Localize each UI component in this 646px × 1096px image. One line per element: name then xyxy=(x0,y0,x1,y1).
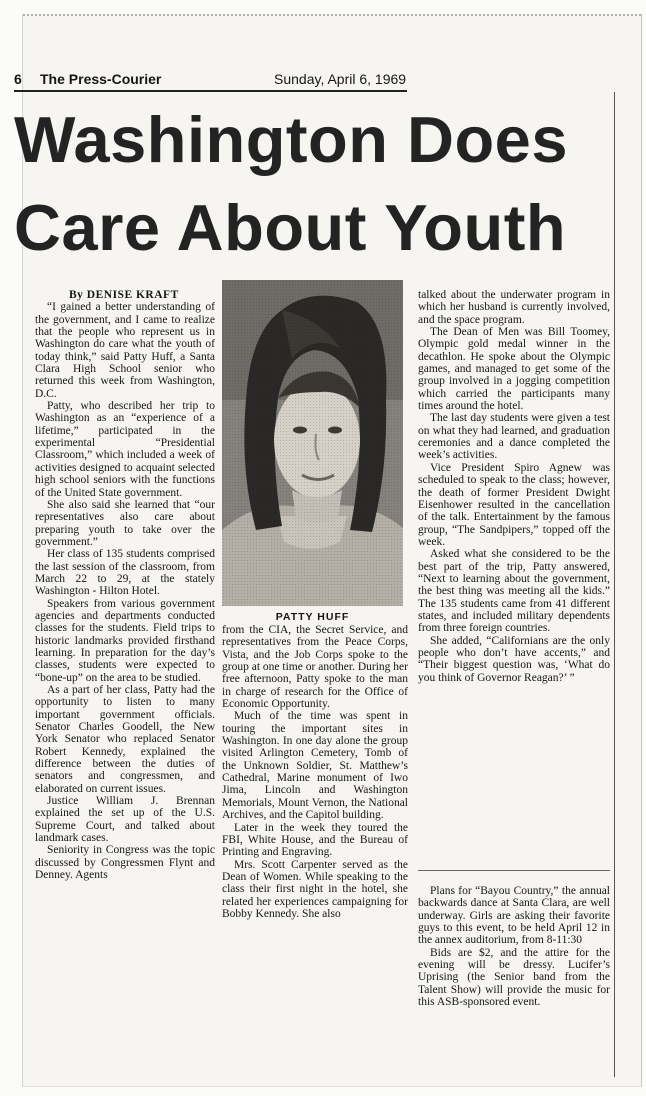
headline-line-2: Care About Youth xyxy=(14,191,567,264)
paragraph: As a part of her class, Patty had the opportunity to listen to many important government officials. Senator Charles Goodell, the New York Senator who replaced Senator Robert Kennedy, explained the difference between the duties of senators and congressmen, and elaborated on current issues. xyxy=(35,684,215,795)
newspaper-name: The Press-Courier xyxy=(40,71,162,87)
paragraph: Much of the time was spent in touring the important sites in Washington. In one day alone the group visited Arlington Cemetery, Tomb of the Unknown Soldier, St. Matthew’s Cathedral, Marine monument of Iwo Jima, Lincoln and Washington Memorials, Mount Vernon, the National Archives, and the Capitol building. xyxy=(222,710,408,822)
column-rule xyxy=(614,92,615,1077)
paragraph: Patty, who described her trip to Washington as an “experience of a lifetime,” participated in the experimental “Presidential Classroom,” which included a week of activities designed to acquaint selected high school seniors with the functions of the United State government. xyxy=(35,400,215,499)
paragraph: from the CIA, the Secret Service, and representatives from the Peace Corps, Vista, and the Job Corps spoke to the group at one time or another. During her free afternoon, Patty spoke to the man in charge of research for the Office of Economic Opportunity. xyxy=(222,624,408,711)
portrait-photo xyxy=(222,280,403,606)
article-column-2 xyxy=(222,624,408,920)
page-number: 6 xyxy=(14,71,22,87)
paragraph: Justice William J. Brennan explained the set up of the U.S. Supreme Court, and talked about landmark cases. xyxy=(35,795,215,845)
paragraph: Speakers from various government agencies and departments conducted classes for the students. Field trips to historic landmarks provided firsthand learning. In preparation for the day’s classes, students were expected to “bone-up” on the area to be studied. xyxy=(35,597,215,684)
article-column-3 xyxy=(418,289,610,684)
issue-date: Sunday, April 6, 1969 xyxy=(274,71,407,87)
page-header xyxy=(14,71,409,91)
paragraph: Seniority in Congress was the topic discussed by Congressmen Flynt and Denney. Agents xyxy=(35,844,215,882)
paragraph: talked about the underwater program in which her husband is currently involved, and the space program. xyxy=(418,289,610,326)
perforated-edge xyxy=(23,14,641,19)
bayou-country-item xyxy=(418,885,610,1008)
paragraph: She also said she learned that “our representatives also care about preparing youth to take over the government.” xyxy=(35,498,215,548)
item-separator xyxy=(418,870,610,871)
paragraph: She added, “Californians are the only people who don’t have accents,” and “Their biggest question was, ‘What do you think of Governor Reagan?’ ” xyxy=(418,634,610,684)
article-column-1 xyxy=(35,289,215,882)
header-rule xyxy=(14,90,407,92)
paragraph: Later in the week they toured the FBI, White House, and the Bureau of Printing and Engraving. xyxy=(222,821,408,859)
headline-line-1: Washington Does xyxy=(14,103,568,176)
headline xyxy=(14,96,614,272)
paragraph: The Dean of Men was Bill Toomey, Olympic gold medal winner in the decathlon. He spoke about the Olympic games, and managed to get some of the group involved in a jogging competition which carried the participants many times around the hotel. xyxy=(418,326,610,413)
photo-caption: PATTY HUFF xyxy=(275,611,350,623)
paragraph: Asked what she considered to be the best part of the trip, Patty answered, “Next to learning about the government, the best thing was meeting all the kids.” The 135 students came from 41 different states, and included military dependents from three foreign countries. xyxy=(418,548,610,635)
paragraph: Vice President Spiro Agnew was scheduled to speak to the class; however, the death of former President Dwight Eisenhower resulted in the cancellation of the talk. Entertainment by the famous group, “The Sandpipers,” topped off the week. xyxy=(418,461,610,548)
paragraph: Her class of 135 students comprised the last session of the classroom, from March 22 to 29, at the stately Washington - Hilton Hotel. xyxy=(35,548,215,598)
paragraph: Bids are $2, and the attire for the evening will be dressy. Lucifer’s Uprising (the Senior band from the Talent Show) will provide the music for this ASB-sponsored event. xyxy=(418,946,610,1009)
paragraph: Plans for “Bayou Country,” the annual backwards dance at Santa Clara, are well underway. Girls are asking their favorite guys to this event, to be held April 12 in the annex auditorium, from 8-11:30 xyxy=(418,885,610,947)
paragraph: The last day students were given a test on what they had learned, and graduation ceremonies and a dance completed the week’s activities. xyxy=(418,412,610,462)
byline: By DENISE KRAFT xyxy=(69,289,179,301)
paragraph: Mrs. Scott Carpenter served as the Dean of Women. While speaking to the class their first night in the hotel, she related her experiences campaigning for Bobby Kennedy. She also xyxy=(222,858,408,920)
portrait-image xyxy=(222,280,403,606)
paragraph: “I gained a better understanding of the government, and I came to realize that the people who represent us in Washington do care what the youth of today think,” said Patty Huff, a Santa Clara High School senior who returned this week from Washington, D.C. xyxy=(35,301,215,400)
